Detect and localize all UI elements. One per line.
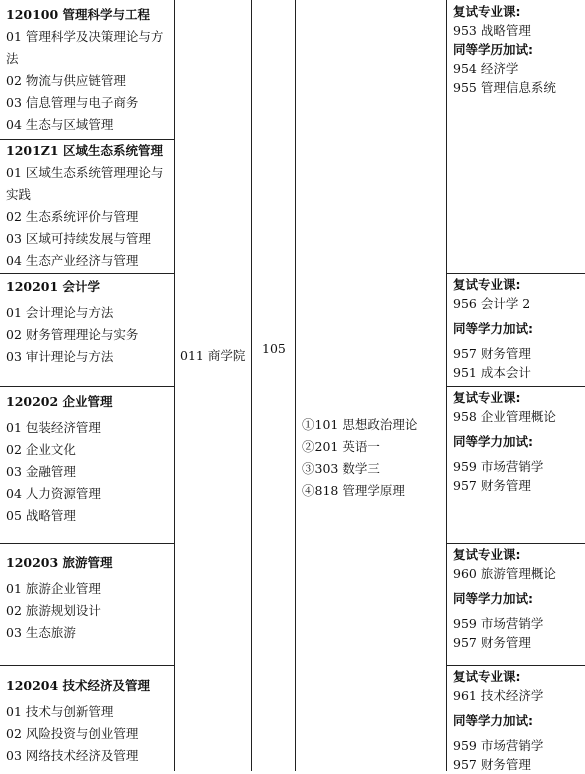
retest-course: 956 会计学 2 — [453, 296, 531, 311]
row-divider — [446, 543, 585, 544]
equiv-label: 同等学力加试: — [453, 713, 533, 728]
remark-block — [453, 388, 556, 495]
major-block — [6, 140, 163, 272]
major-block — [6, 4, 163, 136]
research-direction: 02 风险投资与创业管理 — [6, 726, 139, 741]
exam-subject: ①101 思想政治理论 — [302, 417, 418, 432]
enrollment-quota: 105 — [262, 341, 286, 356]
equiv-course: 957 财务管理 — [453, 635, 531, 650]
major-block — [6, 276, 138, 368]
research-direction: 02 物流与供应链管理 — [6, 73, 126, 88]
major-title: 1201Z1 区域生态系统管理 — [6, 143, 163, 158]
retest-label: 复试专业课: — [453, 669, 521, 684]
row-divider — [446, 273, 585, 274]
exam-subject: ④818 管理学原理 — [302, 483, 405, 498]
retest-label: 复试专业课: — [453, 4, 521, 19]
exam-subject: ②201 英语一 — [302, 439, 380, 454]
research-direction: 01 管理科学及决策理论与方 — [6, 29, 164, 44]
equiv-course: 959 市场营销学 — [453, 738, 544, 753]
row-divider — [0, 665, 175, 666]
column-divider — [251, 0, 252, 771]
exam-subjects — [302, 414, 417, 502]
remark-block — [453, 2, 556, 97]
exam-subject: ③303 数学三 — [302, 461, 380, 476]
major-title: 120202 企业管理 — [6, 394, 113, 409]
retest-label: 复试专业课: — [453, 547, 521, 562]
retest-course: 953 战略管理 — [453, 23, 531, 38]
major-title: 120100 管理科学与工程 — [6, 7, 151, 22]
research-direction: 04 生态产业经济与管理 — [6, 253, 139, 268]
major-title: 120203 旅游管理 — [6, 555, 113, 570]
retest-label: 复试专业课: — [453, 390, 521, 405]
research-direction: 01 旅游企业管理 — [6, 581, 101, 596]
equiv-label: 同等学力加试: — [453, 321, 533, 336]
row-divider — [0, 273, 175, 274]
major-title: 120201 会计学 — [6, 279, 101, 294]
research-direction: 01 技术与创新管理 — [6, 704, 114, 719]
equiv-course: 959 市场营销学 — [453, 459, 544, 474]
equiv-course: 955 管理信息系统 — [453, 80, 556, 95]
research-direction: 02 企业文化 — [6, 442, 76, 457]
equiv-course: 951 成本会计 — [453, 365, 531, 380]
research-direction: 02 旅游规划设计 — [6, 603, 101, 618]
major-block — [6, 391, 113, 527]
research-direction: 03 信息管理与电子商务 — [6, 95, 139, 110]
research-direction: 03 区域可持续发展与管理 — [6, 231, 151, 246]
research-direction: 01 区域生态系统管理理论与 — [6, 165, 164, 180]
major-block — [6, 552, 113, 644]
column-divider — [295, 0, 296, 771]
research-direction: 04 人力资源管理 — [6, 486, 101, 501]
equiv-course: 957 财务管理 — [453, 346, 531, 361]
equiv-label: 同等学历加试: — [453, 42, 533, 57]
retest-label: 复试专业课: — [453, 277, 521, 292]
row-divider — [446, 665, 585, 666]
equiv-course: 957 财务管理 — [453, 757, 531, 772]
remark-block — [453, 545, 556, 652]
major-title: 120204 技术经济及管理 — [6, 678, 151, 693]
research-direction: 03 生态旅游 — [6, 625, 76, 640]
research-direction: 02 财务管理理论与实务 — [6, 327, 139, 342]
college-name: 011 商学院 — [180, 348, 246, 363]
retest-course: 960 旅游管理概论 — [453, 566, 556, 581]
research-direction: 实践 — [6, 187, 32, 202]
remark-block — [453, 275, 533, 382]
equiv-label: 同等学力加试: — [453, 591, 533, 606]
equiv-course: 959 市场营销学 — [453, 616, 544, 631]
research-direction: 01 包装经济管理 — [6, 420, 101, 435]
remark-block — [453, 667, 543, 774]
research-direction: 03 网络技术经济及管理 — [6, 748, 139, 763]
research-direction: 05 战略管理 — [6, 508, 76, 523]
research-direction: 01 会计理论与方法 — [6, 305, 114, 320]
retest-course: 958 企业管理概论 — [453, 409, 556, 424]
research-direction: 法 — [6, 51, 19, 66]
research-direction: 03 审计理论与方法 — [6, 349, 114, 364]
research-direction: 02 生态系统评价与管理 — [6, 209, 139, 224]
research-direction: 04 生态与区域管理 — [6, 117, 114, 132]
row-divider — [0, 543, 175, 544]
research-direction: 03 金融管理 — [6, 464, 76, 479]
row-divider — [446, 386, 585, 387]
major-block — [6, 675, 150, 767]
equiv-course: 957 财务管理 — [453, 478, 531, 493]
equiv-label: 同等学力加试: — [453, 434, 533, 449]
equiv-course: 954 经济学 — [453, 61, 519, 76]
retest-course: 961 技术经济学 — [453, 688, 544, 703]
row-divider — [0, 386, 175, 387]
